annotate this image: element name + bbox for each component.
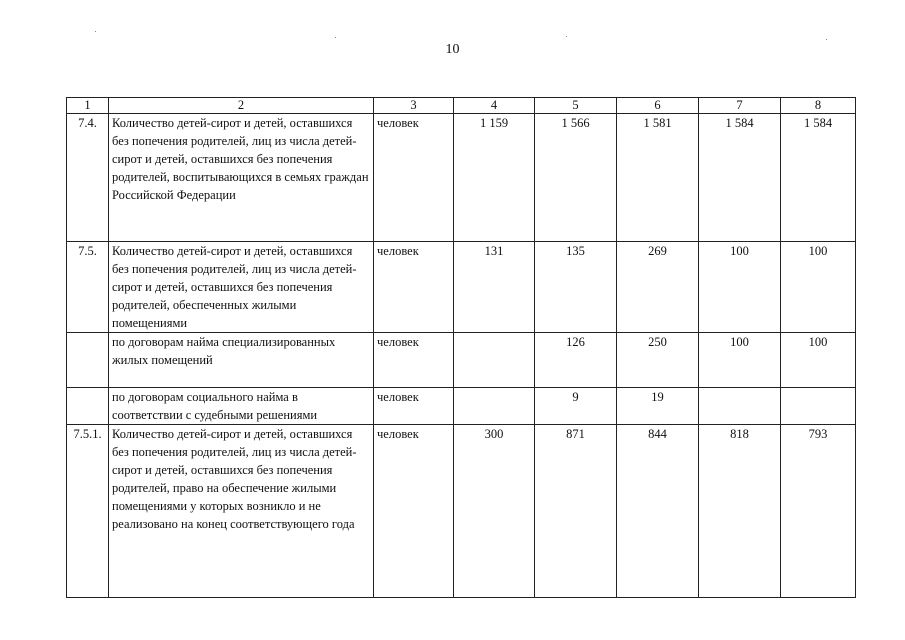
row-description: Количество детей-сирот и детей, оставшихся без попечения родителей, лиц из числа детей-сирот и детей, оставшихся без попечения родителей, обеспеченных жилыми помещениями — [109, 242, 374, 333]
cell-value: 871 — [535, 425, 617, 598]
cell-value: 818 — [699, 425, 781, 598]
page-number: 10 — [445, 42, 460, 57]
cell-value: 100 — [781, 333, 856, 388]
table-row — [67, 333, 856, 388]
cell-value: 1 584 — [781, 114, 856, 242]
column-header: 7 — [699, 98, 781, 114]
cell-value — [699, 388, 781, 425]
row-unit: человек — [374, 388, 454, 425]
row-number: 7.5.1. — [67, 425, 109, 598]
row-description: по договорам социального найма в соответствии с судебными решениями — [109, 388, 374, 425]
row-number — [67, 333, 109, 388]
cell-value — [454, 388, 535, 425]
scan-speck — [335, 37, 336, 38]
scan-speck — [566, 36, 567, 37]
indicators-table — [66, 97, 856, 598]
cell-value — [781, 388, 856, 425]
column-header: 6 — [617, 98, 699, 114]
cell-value: 100 — [699, 242, 781, 333]
cell-value: 300 — [454, 425, 535, 598]
table-row — [67, 425, 856, 598]
cell-value: 844 — [617, 425, 699, 598]
cell-value: 126 — [535, 333, 617, 388]
row-description: Количество детей-сирот и детей, оставшихся без попечения родителей, лиц из числа детей-сирот и детей, оставшихся без попечения родителей, воспитывающихся в семьях граждан Российской Федерации — [109, 114, 374, 242]
row-unit: человек — [374, 242, 454, 333]
table-row — [67, 388, 856, 425]
cell-value: 1 566 — [535, 114, 617, 242]
cell-value: 793 — [781, 425, 856, 598]
column-header: 4 — [454, 98, 535, 114]
header-row — [67, 98, 856, 114]
cell-value — [454, 333, 535, 388]
row-number — [67, 388, 109, 425]
cell-value: 1 159 — [454, 114, 535, 242]
row-number: 7.5. — [67, 242, 109, 333]
cell-value: 1 584 — [699, 114, 781, 242]
table-row — [67, 242, 856, 333]
table-row — [67, 114, 856, 242]
cell-value: 250 — [617, 333, 699, 388]
column-header: 3 — [374, 98, 454, 114]
column-header: 5 — [535, 98, 617, 114]
row-unit: человек — [374, 114, 454, 242]
cell-value: 131 — [454, 242, 535, 333]
cell-value: 19 — [617, 388, 699, 425]
row-description: Количество детей-сирот и детей, оставшихся без попечения родителей, лиц из числа детей-сирот и детей, оставшихся без попечения родителей, право на обеспечение жилыми помещениями у которых возникло и не реализовано на конец соответствующего года — [109, 425, 374, 598]
cell-value: 269 — [617, 242, 699, 333]
cell-value: 100 — [781, 242, 856, 333]
cell-value: 9 — [535, 388, 617, 425]
cell-value: 1 581 — [617, 114, 699, 242]
row-unit: человек — [374, 333, 454, 388]
column-header: 8 — [781, 98, 856, 114]
scan-speck — [95, 31, 96, 32]
row-description: по договорам найма специализированных жилых помещений — [109, 333, 374, 388]
cell-value: 135 — [535, 242, 617, 333]
cell-value: 100 — [699, 333, 781, 388]
column-header: 1 — [67, 98, 109, 114]
row-unit: человек — [374, 425, 454, 598]
scan-speck — [826, 39, 827, 40]
column-header: 2 — [109, 98, 374, 114]
row-number: 7.4. — [67, 114, 109, 242]
